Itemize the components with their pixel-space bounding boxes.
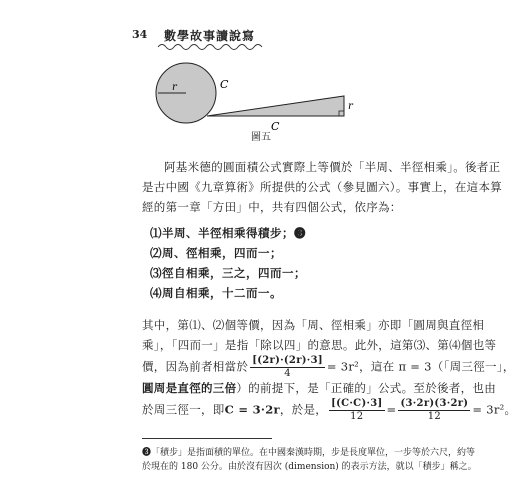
fraction-denominator: 12 [427, 411, 442, 422]
formula-item: ⑴半周、半徑相乘得積步；❸ [150, 226, 306, 240]
line5-post: = 3r²。 [472, 402, 517, 417]
paragraph1-line: 經的第一章「方田」中，共有四個公式，依序為： [142, 200, 402, 214]
paragraph2-line: 其中，第⑴、⑵個等價，因為「周、徑相乘」亦即「圓周與直徑相 [142, 318, 485, 332]
footnote-line: ❸「積步」是指面積的單位。在中國秦漢時期，步是長度單位，一步等於六尺，約等 [142, 448, 476, 458]
line5-text: 於周三徑一，即 [142, 402, 225, 417]
paragraph2-line [142, 378, 496, 398]
fraction-denominator: 12 [350, 411, 364, 422]
equals-sign: = [386, 402, 397, 417]
line3-text-post: = 3r²，這在 π = 3（「周三徑一」， [326, 359, 515, 374]
triangle-shape [207, 96, 344, 116]
formula-item: ⑷周自相乘，十二而一。 [150, 286, 282, 300]
fraction-numerator: [(C·C)·3] [331, 398, 383, 409]
book-title: 數學故事讀說寫 [164, 29, 256, 43]
paragraph2-line [142, 398, 516, 423]
page-number: 34 [132, 28, 148, 41]
formula-item: ⑵周、徑相乘，四而一； [150, 246, 282, 260]
paragraph1-line: 是古中國《九章算術》所提供的公式（參見圖六）。事實上，在這本算 [142, 180, 503, 194]
triangle-height-label: r [348, 101, 353, 112]
footnote-divider [142, 438, 272, 439]
line3-text: 價，因為前者相當於 [142, 359, 249, 374]
fraction-numerator: (3·2r)(3·2r) [400, 398, 469, 409]
fraction-denominator: 4 [284, 368, 291, 379]
figure-caption: 圖五 [251, 132, 271, 143]
footnote-line: 於現在的 180 公分。由於沒有因次 (dimension) 的表示方法，就以「積步」稱之。 [142, 462, 477, 472]
equation-bold: C = 3·2r [224, 402, 280, 417]
fraction [398, 398, 470, 423]
circle-radius-label: r [172, 82, 177, 93]
formula-item: ⑶徑自相乘，三之，四而一； [150, 266, 306, 280]
paragraph2-line [142, 355, 515, 380]
paragraph1-line: 阿基米德的圓面積公式實際上等價於「半周、半徑相乘」。後者正 [164, 160, 501, 174]
line5-mid: ，於是， [279, 402, 328, 417]
fraction-numerator: [(2r)·(2r)·3] [252, 355, 323, 366]
triangle-base-label: C [271, 120, 280, 133]
fraction [329, 398, 384, 423]
line4-text: ）的前提下，是「正確的」公式。至於後者，也由 [236, 381, 497, 395]
fraction [250, 355, 325, 380]
circle-c-label: C [220, 78, 229, 91]
bold-phrase: 圓周是直徑的三倍 [142, 381, 237, 395]
paragraph2-line: 乘」，「四而一」是指「除以四」的意思。此外，這第⑶、第⑷個也等 [142, 338, 497, 352]
